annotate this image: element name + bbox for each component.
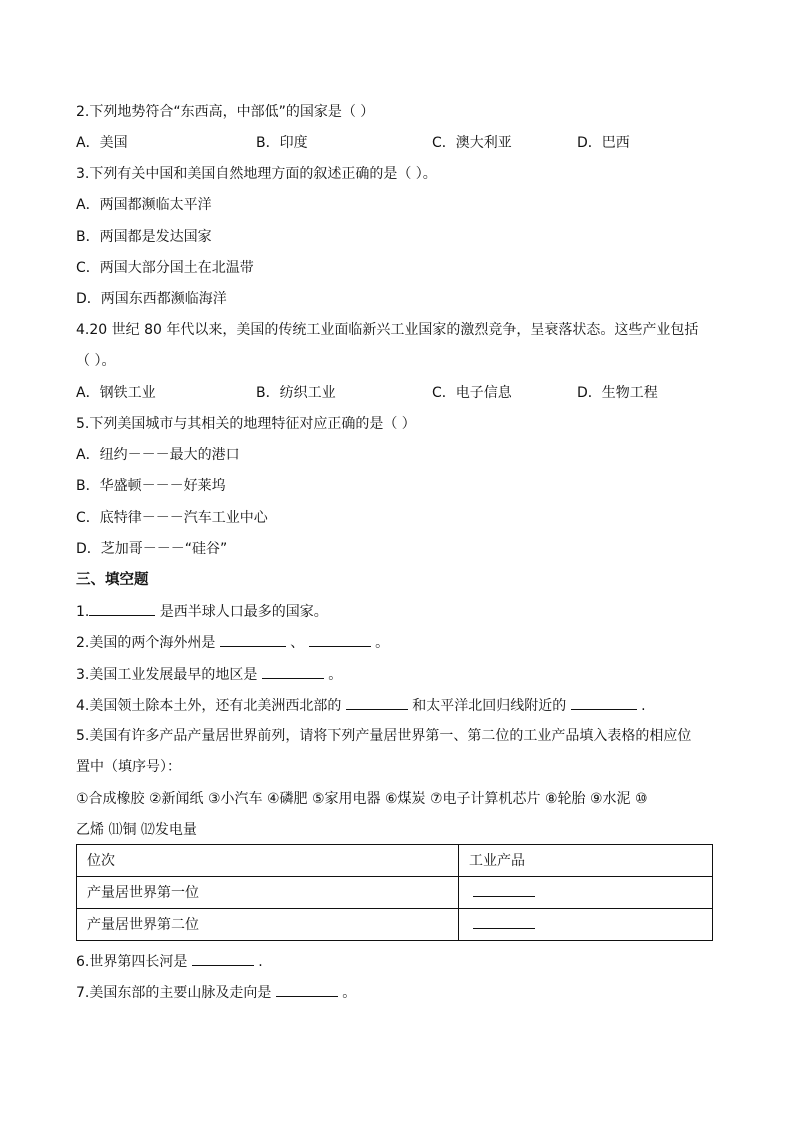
fill-question-7-end: 。: [337, 985, 357, 1001]
fill-blank[interactable]: [571, 695, 637, 710]
table-row: [77, 909, 713, 941]
fill-blank[interactable]: [89, 601, 155, 616]
fill-question-4-text: 4.美国领土除本土外，还有北美洲西北部的: [76, 698, 346, 714]
table-row: [77, 877, 713, 909]
fill-blank[interactable]: [309, 632, 371, 647]
table-cell-rank-second: 产量居世界第二位: [77, 909, 459, 941]
fill-question-3-end: 。: [323, 667, 343, 683]
question-3-option-c[interactable]: C．两国大部分国土在北温带: [76, 260, 254, 276]
fill-question-3-text: 3.美国工业发展最早的地区是: [76, 667, 262, 683]
question-5-option-c[interactable]: C．底特律－－－汽车工业中心: [76, 510, 268, 526]
section-3-heading: 三、填空题: [76, 572, 149, 588]
fill-blank[interactable]: [262, 664, 324, 679]
fill-blank[interactable]: [220, 632, 286, 647]
question-5-option-a[interactable]: A．纽约－－－最大的港口: [76, 447, 240, 463]
fill-question-5-items-line1: ①合成橡胶 ②新闻纸 ③小汽车 ④磷肥 ⑤家用电器 ⑥煤炭 ⑦电子计算机芯片 ⑧轮胎 ⑨水泥 ⑩: [76, 791, 648, 807]
question-4-option-d[interactable]: D．生物工程: [577, 385, 658, 401]
question-3-stem: 3.下列有关中国和美国自然地理方面的叙述正确的是（ ）。: [76, 166, 437, 182]
question-5-option-b[interactable]: B．华盛顿－－－好莱坞: [76, 478, 226, 494]
fill-question-4-end: .: [636, 698, 646, 714]
question-2-stem: 2.下列地势符合“东西高，中部低”的国家是（ ）: [76, 104, 375, 120]
fill-blank[interactable]: [473, 882, 535, 897]
question-4-stem-line1: 4.20 世纪 80 年代以来，美国的传统工业面临新兴工业国家的激烈竞争，呈衰落状态。这些产业包括: [76, 322, 699, 338]
table-cell-answer-first[interactable]: [459, 877, 713, 909]
fill-blank[interactable]: [276, 982, 338, 997]
question-3-option-d[interactable]: D．两国东西都濒临海洋: [76, 291, 227, 307]
question-3-option-b[interactable]: B．两国都是发达国家: [76, 229, 212, 245]
fill-blank[interactable]: [473, 914, 535, 929]
fill-blank[interactable]: [346, 695, 408, 710]
fill-question-4-mid: 和太平洋北回归线附近的: [407, 698, 571, 714]
fill-question-1-prefix: 1.: [76, 604, 90, 620]
fill-question-6: [76, 951, 263, 972]
question-2-option-b[interactable]: B．印度: [256, 135, 308, 151]
fill-question-5-line2: 置中（填序号）：: [76, 759, 181, 775]
question-4-option-c[interactable]: C．电子信息: [432, 385, 512, 401]
fill-blank[interactable]: [192, 951, 254, 966]
question-2-option-d[interactable]: D．巴西: [577, 135, 630, 151]
fill-question-7-text: 7.美国东部的主要山脉及走向是: [76, 985, 276, 1001]
fill-question-3: [76, 664, 342, 685]
question-5-option-d[interactable]: D．芝加哥－－－“硅谷”: [76, 541, 228, 557]
question-4-option-a[interactable]: A．钢铁工业: [76, 385, 156, 401]
question-2-option-a[interactable]: A．美国: [76, 135, 128, 151]
fill-question-5-line1: 5.美国有许多产品产量居世界前列，请将下列产量居世界第一、第二位的工业产品填入表格的相应位: [76, 728, 692, 744]
table-header-row: [77, 845, 713, 877]
question-3-option-a[interactable]: A．两国都濒临太平洋: [76, 197, 212, 213]
fill-question-2-end: 。: [370, 635, 390, 651]
question-4-option-b[interactable]: B．纺织工业: [256, 385, 336, 401]
question-5-stem: 5.下列美国城市与其相关的地理特征对应正确的是（ ）: [76, 416, 416, 432]
fill-question-2: [76, 632, 389, 653]
answer-table: [76, 844, 713, 941]
table-cell-rank-first: 产量居世界第一位: [77, 877, 459, 909]
fill-question-1-text: 是西半球人口最多的国家。: [155, 604, 328, 620]
fill-question-1: [76, 601, 328, 622]
question-4-stem-line2: （ ）。: [76, 353, 116, 369]
fill-question-5-items-line2: 乙烯 ⑾铜 ⑿发电量: [76, 822, 197, 838]
fill-question-6-text: 6.世界第四长河是: [76, 954, 192, 970]
table-header-rank: 位次: [77, 845, 459, 877]
table-cell-answer-second[interactable]: [459, 909, 713, 941]
fill-question-2-separator: 、: [285, 635, 309, 651]
fill-question-6-end: .: [253, 954, 263, 970]
fill-question-4: [76, 695, 646, 716]
table-header-product: 工业产品: [459, 845, 713, 877]
question-2-option-c[interactable]: C．澳大利亚: [432, 135, 512, 151]
fill-question-7: [76, 982, 356, 1003]
fill-question-2-text: 2.美国的两个海外州是: [76, 635, 220, 651]
